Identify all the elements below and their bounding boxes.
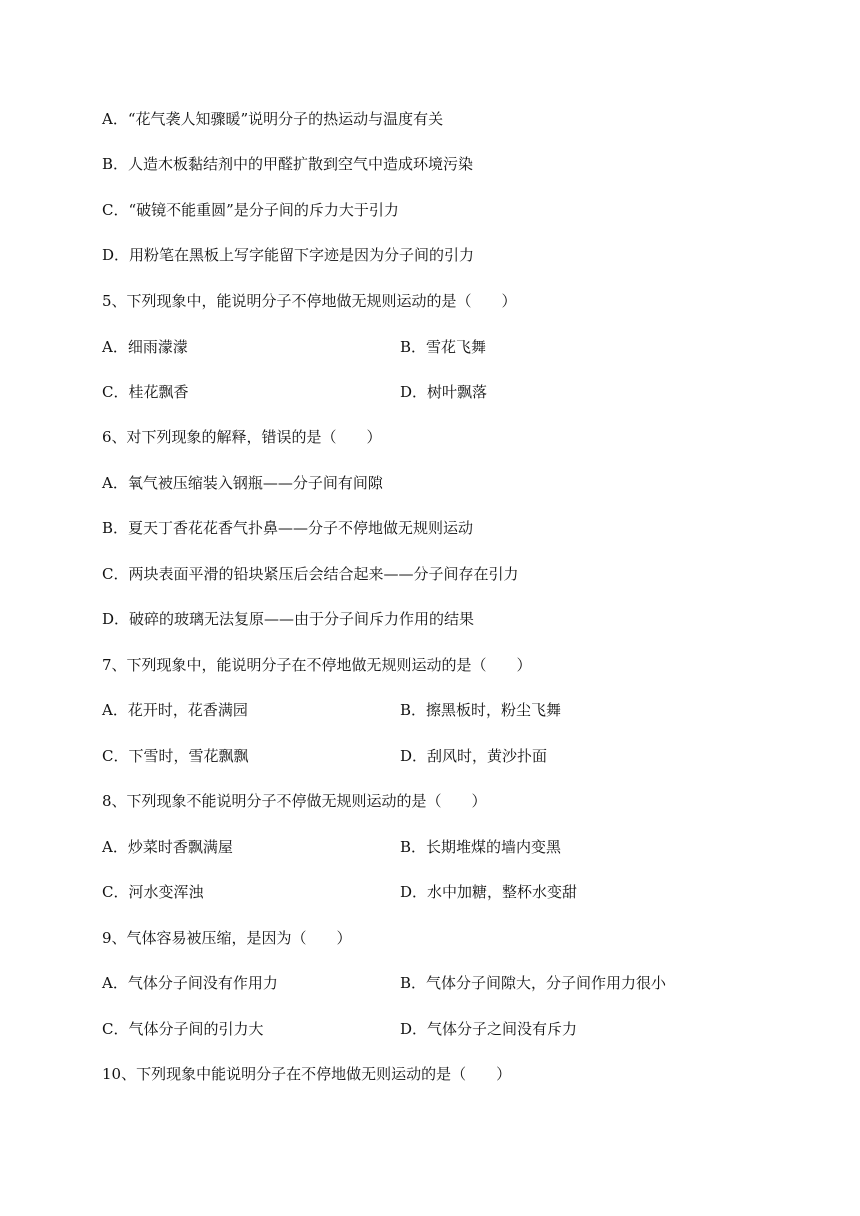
q4-option-a: A．“花气袭人知骤暖”说明分子的热运动与温度有关 [102, 110, 444, 128]
q5-option-b: B．雪花飞舞 [400, 338, 487, 356]
q8-option-d: D．水中加糖，整杯水变甜 [400, 883, 578, 901]
q6-option-b: B．夏天丁香花花香气扑鼻——分子不停地做无规则运动 [102, 519, 474, 537]
q9-option-c: C．气体分子间的引力大 [102, 1020, 264, 1038]
q7-option-d: D．刮风时，黄沙扑面 [400, 747, 548, 765]
q4-option-c: C．“破镜不能重圆”是分子间的斥力大于引力 [102, 201, 399, 219]
q5-stem: 5、下列现象中，能说明分子不停地做无规则运动的是（ ） [102, 292, 517, 310]
q10-stem: 10、下列现象中能说明分子在不停地做无则运动的是（ ） [102, 1065, 512, 1083]
q7-option-a: A．花开时，花香满园 [102, 701, 248, 719]
q9-option-a: A．气体分子间没有作用力 [102, 974, 278, 992]
q7-option-b: B．擦黑板时，粉尘飞舞 [400, 701, 562, 719]
q8-option-a: A．炒菜时香飘满屋 [102, 838, 233, 856]
q5-option-d: D．树叶飘落 [400, 383, 488, 401]
q5-option-a: A．细雨濛濛 [102, 338, 188, 356]
q8-option-b: B．长期堆煤的墙内变黑 [400, 838, 562, 856]
q5-option-c: C．桂花飘香 [102, 383, 189, 401]
q7-option-c: C．下雪时，雪花飘飘 [102, 747, 249, 765]
q9-option-d: D．气体分子之间没有斥力 [400, 1020, 578, 1038]
q6-stem: 6、对下列现象的解释，错误的是（ ） [102, 428, 382, 446]
q7-stem: 7、下列现象中，能说明分子在不停地做无规则运动的是（ ） [102, 656, 532, 674]
q8-option-c: C．河水变浑浊 [102, 883, 204, 901]
q4-option-d: D．用粉笔在黑板上写字能留下字迹是因为分子间的引力 [102, 246, 475, 264]
q9-stem: 9、气体容易被压缩，是因为（ ） [102, 929, 352, 947]
q8-stem: 8、下列现象不能说明分子不停做无规则运动的是（ ） [102, 792, 487, 810]
q6-option-c: C．两块表面平滑的铅块紧压后会结合起来——分子间存在引力 [102, 565, 519, 583]
q9-option-b: B．气体分子间隙大，分子间作用力很小 [400, 974, 667, 992]
q6-option-d: D．破碎的玻璃无法复原——由于分子间斥力作用的结果 [102, 610, 475, 628]
q6-option-a: A．氧气被压缩装入钢瓶——分子间有间隙 [102, 474, 383, 492]
q4-option-b: B．人造木板黏结剂中的甲醛扩散到空气中造成环境污染 [102, 155, 474, 173]
